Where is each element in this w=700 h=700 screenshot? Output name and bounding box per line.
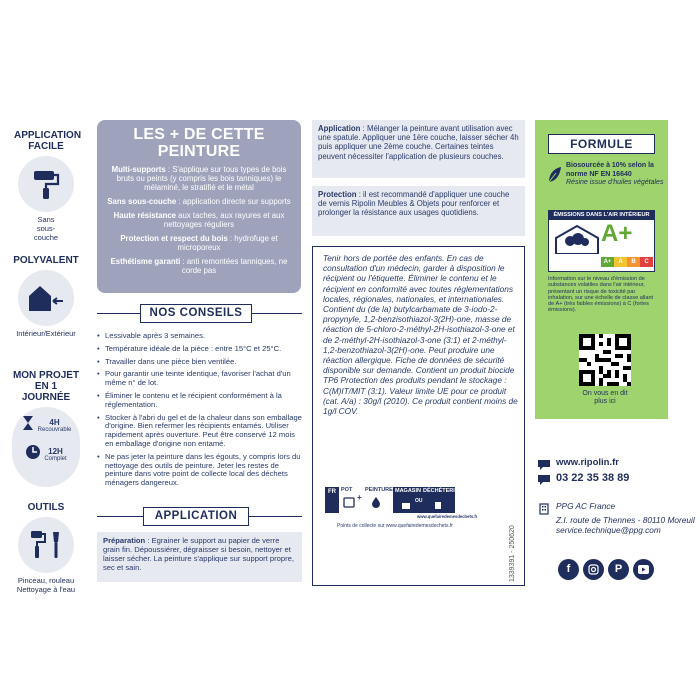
paint-can-icon (343, 495, 355, 513)
time-hours: 12H (48, 447, 63, 456)
biosourced-text: Biosourcée à 10% selon la norme NF EN 16640 Résine issue d'huiles végétales (566, 162, 664, 186)
leaf-icon (546, 166, 562, 189)
recycling-logo: FR POT + PEINTURE MAGASIN DÉCHÈTERIE OU www.quefairedemesdechets.fr Points de collecte sur www.quefairedemesdechets.fr (325, 487, 493, 527)
feature-polyvalent (0, 255, 92, 338)
ou-label: OU (415, 498, 423, 504)
benefits-title: LES + DE CETTE PEINTURE (133, 126, 265, 160)
feature-projet-1-journee (0, 370, 92, 487)
emissions-note: Information sur le niveau d'émission de substances volatiles dans l'air intérieur, présentant un risque de toxicité par inhalation, sur une échelle de classe allant de A+ (très faibles émissions) à C (fortes émissions). (548, 276, 654, 314)
phone-number[interactable]: 03 22 35 38 89 (556, 472, 630, 484)
facebook-icon[interactable]: f (558, 559, 579, 580)
magasin-label: MAGASIN (395, 488, 421, 494)
safety-text: Tenir hors de portée des enfants. En cas de consultation d'un médecin, garder à disposition le récipient ou l'étiquette. Éliminer le contenu et le récipient en conformité avec toutes réglementations locales, régionales, nationales, et internationales. Contient du (de la) butylcarbamate de 3-iodo-2-propynyle, 1,2-benzisothiazol-3(2H)-one, masse de réaction de 5-chloro-2-méthyl-2H-isothiazol-3-one et de 2-méthyl-2H-isothiazol-3-one (3:1) et 2-méthyl-1,2-benzothiazol-3(2H)-one. Peut produire une réaction allergique. Fiche de données de sécurité disponible sur demande. Contient un produit biocide TP6 Protection des produits pendant le stockage : C(M)IT/MIT (3:1). Valeur limite UE pour ce produit (cat. A/a) : 30g/l (2010). Ce produit contient moins de 1g/l COV. (323, 253, 518, 417)
benefit-item: Protection et respect du bois : hydrofuge et microporeux (120, 234, 278, 252)
qr-caption: On vous en dit plus ici (582, 390, 628, 405)
time-label: Recouvrable (37, 427, 72, 433)
feature-title: APPLICATION FACILE (14, 130, 82, 152)
benefit-item: Esthétisme garanti : anti remontées tanniques, ne corde pas (110, 257, 288, 275)
feature-subtitle: Sans sous-couche (33, 215, 59, 242)
feature-title: OUTILS (27, 502, 65, 513)
list-item: • Ne pas jeter la peinture dans les égouts, y compris lors du nettoyage des outils de peinture. Jeter les restes de peinture dans votre point de collecte local des déchets ménagers dangereux. (97, 453, 302, 488)
clock-icon (25, 444, 41, 465)
list-item: • Travailler dans une pièce bien ventilée. (97, 358, 302, 367)
feature-title: MON PROJET EN 1 JOURNÉE (12, 370, 80, 403)
decheterie-label: DÉCHÈTERIE (423, 488, 459, 494)
list-item: • Température idéale de la pièce : entre 15°C et 25°C. (97, 345, 302, 354)
list-item: • Stocker à l'abri du gel et de la chaleur dans son emballage d'origine. Bien refermer les récipients entamés. Utiliser rapidement après ouverture. Peut être conservé 12 mois en emballage d'origine non entamé. (97, 414, 302, 449)
formule-title: FORMULE (548, 134, 655, 154)
email[interactable]: service.technique@ppg.com (556, 525, 661, 535)
bin-icon (433, 497, 443, 515)
feature-outils (0, 502, 92, 594)
protection-box: Protection : il est recommandé d'appliquer une couche de vernis Ripolin Meubles & Objets pour renforcer et prolonger la résistance aux usages quotidiens. (312, 186, 525, 236)
project-time-panel (12, 407, 80, 487)
recycle-url: www.quefairedemesdechets.fr (417, 514, 478, 519)
prep-text: : Egrainer le support au papier de verre grain fin. Dépoussiérer, dégraisser si besoin, nettoyer et laisser sécher. La peinture s'applique sur support propre, sec et sain. (103, 536, 294, 572)
safety-box (312, 246, 525, 586)
emissions-grade: A+ (601, 220, 633, 247)
list-item: • Lessivable après 3 semaines. (97, 332, 302, 341)
scale-a-plus: A+ (601, 257, 614, 267)
pinterest-icon[interactable]: P (608, 559, 629, 580)
feature-subtitle: Intérieur/Extérieur (16, 329, 76, 338)
application-title: APPLICATION (143, 507, 249, 526)
time-hours: 4H (49, 418, 60, 427)
peinture-label: PEINTURE (365, 487, 393, 493)
instagram-icon[interactable] (583, 559, 604, 580)
benefit-item: Multi-supports : S'applique sur tous types de bois bruts ou peints (y compris les bois tanniques) le mélaminé, le stratifié et le métal (111, 165, 287, 192)
time-label: Complet (44, 456, 67, 462)
building-icon (538, 502, 550, 520)
benefits-box (97, 120, 301, 293)
company-name: PPG AC France (556, 501, 616, 511)
list-item: • Pour garantir une teinte identique, favoriser l'achat d'un même n° de lot. (97, 370, 302, 388)
scale-b: B (627, 257, 640, 267)
fr-tag: FR (325, 487, 339, 513)
recycle-caption: Points de collecte sur www.quefairedemesdechets.fr (337, 523, 453, 529)
address-block (556, 501, 696, 536)
website-link[interactable]: www.ripolin.fr (556, 457, 619, 468)
drop-icon (371, 495, 381, 513)
application-box: Application : Mélanger la peinture avant utilisation avec une spatule. Appliquer une 1ère couche, laisser sécher 4h puis appliquer une 2ème couche. Certaines teintes peuvent nécessiter l'application de plusieurs couches. (312, 120, 525, 178)
feature-title: POLYVALENT (13, 255, 79, 266)
benefit-item: Haute résistance aux taches, aux rayures et aux nettoyages réguliers (113, 211, 285, 229)
barcode-number: 1339391 - 250620 (509, 525, 516, 582)
qr-code[interactable] (579, 334, 631, 386)
pot-label: POT (341, 487, 353, 493)
emissions-label (548, 210, 655, 272)
conseils-list (97, 332, 302, 492)
list-item: • Éliminer le contenu et le récipient conformément à la réglementation. (97, 392, 302, 410)
house-cloud-icon (554, 224, 600, 259)
phone-icon (537, 474, 551, 492)
scale-a: A (614, 257, 627, 267)
conseils-title: NOS CONSEILS (140, 304, 252, 323)
prep-label: Préparation (103, 536, 146, 545)
preparation-box (97, 532, 302, 582)
feature-application-facile (0, 130, 92, 242)
emissions-scale (601, 257, 653, 267)
feature-subtitle: Pinceau, rouleau Nettoyage à l'eau (16, 576, 76, 594)
youtube-icon[interactable] (633, 559, 654, 580)
house-arrow-icon (18, 270, 74, 326)
benefit-item: Sans sous-couche : application directe sur supports (107, 197, 291, 206)
emissions-title: ÉMISSIONS DANS L'AIR INTÉRIEUR (549, 211, 654, 220)
scale-c: C (640, 257, 653, 267)
hourglass-icon (21, 415, 35, 436)
store-icon (401, 497, 411, 515)
paint-roller-icon (18, 156, 74, 212)
address: Z.I. route de Thennes - 80110 Moreuil (556, 514, 695, 525)
brush-roller-icon (18, 517, 74, 573)
